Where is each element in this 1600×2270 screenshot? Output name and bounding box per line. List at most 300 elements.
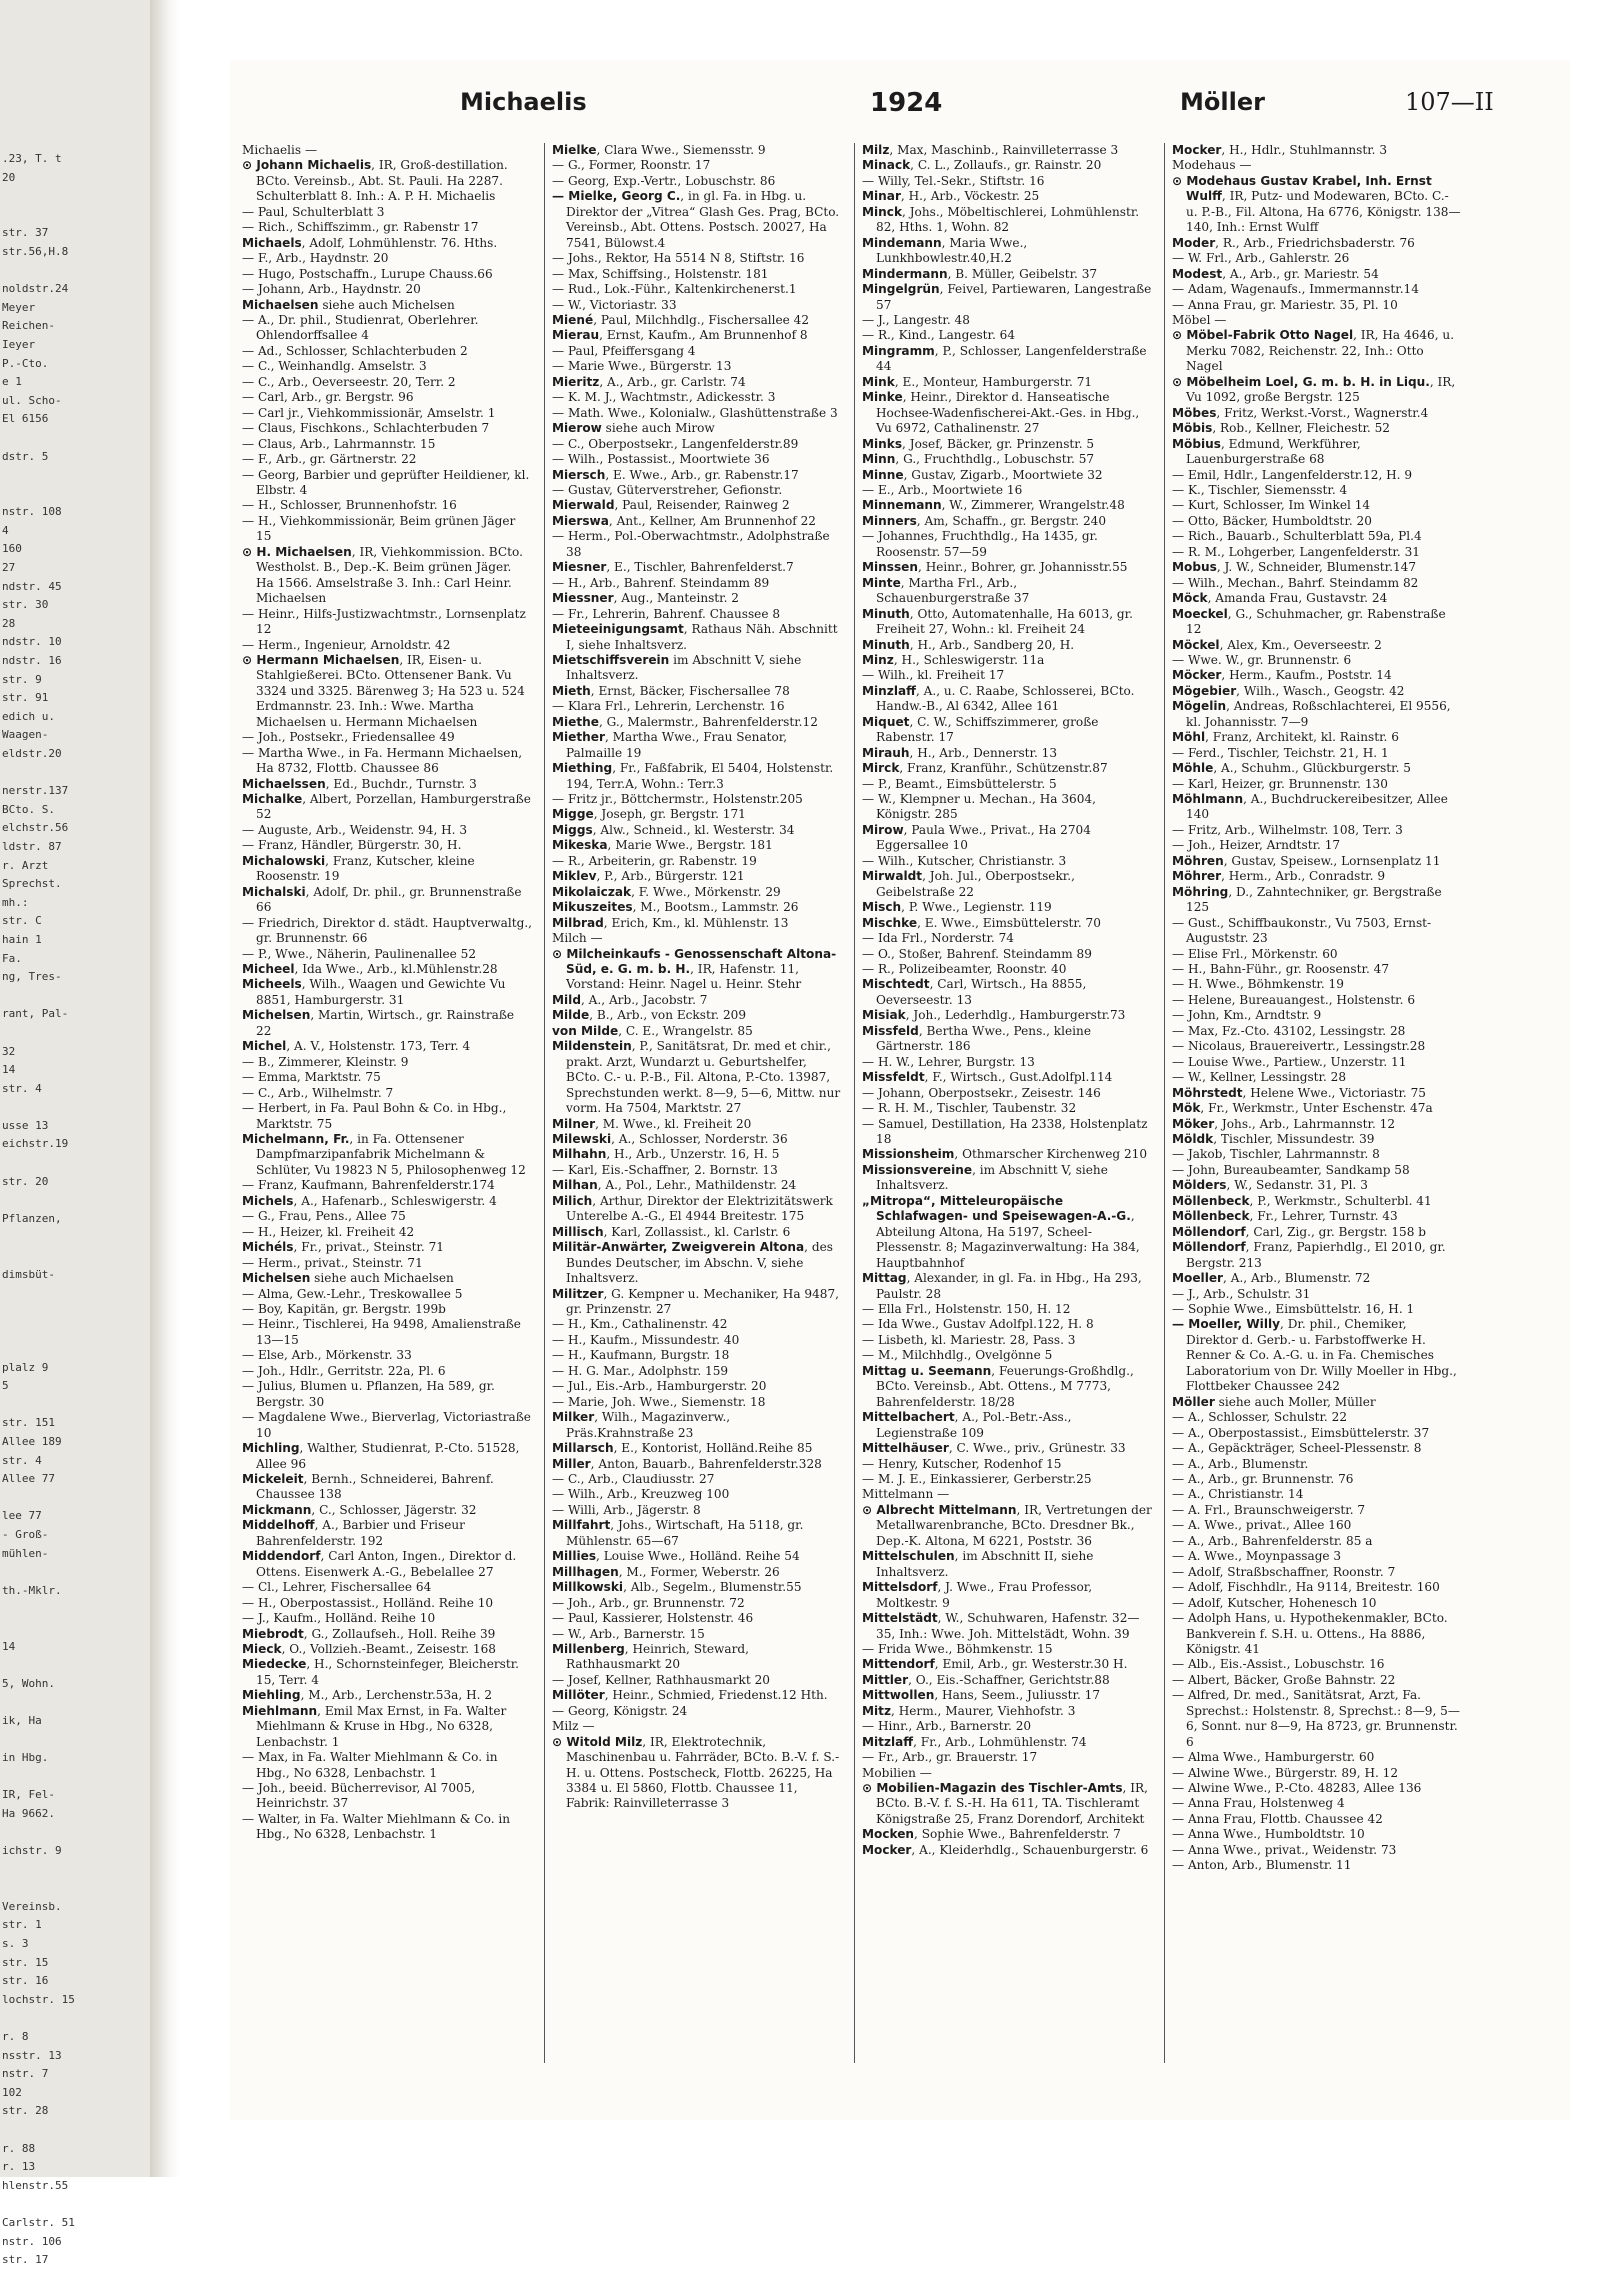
entry-name: Millies [552,1549,597,1564]
entry-text: , IR, Hafenstr. 11, Vorstand: Heinr. Nagel u. Heinr. Stehr [566,962,802,992]
directory-entry [862,761,1152,776]
entry-name: Militär-Anwärter, Zweigverein Altona [552,1240,805,1255]
entry-text: , E. Wwe., Arb., gr. Rabenstr.17 [605,467,799,482]
directory-entry [862,792,1152,823]
directory-entry [242,406,532,421]
entry-text: , Walther, Studienrat, P.-Cto. 51528, Allee 96 [256,1441,520,1471]
directory-entry [242,498,532,513]
directory-entry [242,838,532,853]
entry-text: Modehaus — [1172,158,1252,173]
entry-name: Miething [552,761,613,776]
directory-entry [862,282,1152,313]
entry-text: , Helene Wwe., Victoriastr. 75 [1242,1085,1426,1100]
entry-name: Millkowski [552,1580,624,1595]
entry-name: Möllendorf [1172,1240,1246,1255]
directory-entry [242,298,532,313]
directory-entry [862,390,1152,436]
entry-text: — Alma Wwe., Hamburgerstr. 60 [1172,1750,1375,1765]
directory-entry [1172,236,1462,251]
entry-name: von Milde [552,1023,619,1038]
entry-text: , A., Arb., gr. Carlstr. 74 [599,374,746,389]
entry-text: — Wilh., Postassist., Moortwiete 36 [552,452,770,467]
entry-name: Missfeldt [862,1070,925,1085]
entry-name: Michelsen [242,1271,311,1286]
entry-text: , Albert, Porzellan, Hamburgerstraße 52 [256,792,531,822]
directory-entry [1172,1766,1462,1781]
entry-name: Mittelhäuser [862,1441,949,1456]
entry-text: — Julius, Blumen u. Pflanzen, Ha 589, gr. Bergstr. 30 [242,1379,495,1409]
entry-name: Millenberg [552,1641,625,1656]
directory-entry [862,560,1152,575]
entry-text: — M. J. E., Einkassierer, Gerberstr.25 [862,1471,1092,1486]
entry-name: Mielke [552,143,597,157]
directory-entry [862,653,1152,668]
entry-text: , C. L., Zollaufs., gr. Rainstr. 20 [910,158,1102,173]
directory-entry [1172,483,1462,498]
entry-text: — J., Langestr. 48 [862,312,970,327]
entry-text: , Johs., Möbeltischlerei, Lohmühlenstr. 82, Hths. 1, Wohn. 82 [876,204,1140,235]
entry-text: Mittelmann — [862,1487,950,1502]
entry-text: — H., Oberpostassist., Holländ. Reihe 10 [242,1595,494,1610]
entry-text: — W., Kellner, Lessingstr. 28 [1172,1070,1347,1085]
directory-entry [552,1008,842,1023]
directory-entry [242,468,532,499]
entry-name: Mirow [862,822,904,837]
directory-entry [552,931,842,946]
directory-entry [862,1086,1152,1101]
entry-text: , Edmund, Werkführer, Lauenburgerstraße 68 [1186,436,1361,467]
directory-entry [552,514,842,529]
entry-text: , Ernst, Kaufm., Am Brunnenhof 8 [599,328,808,343]
entry-text: — Marie, Joh. Wwe., Siemenstr. 18 [552,1394,766,1409]
entry-text: , Anton, Bauarb., Bahrenfelderstr.328 [590,1456,822,1471]
directory-entry [552,838,842,853]
entry-name: Michling [242,1441,300,1456]
directory-entry [242,251,532,266]
directory-entry [552,1132,842,1147]
directory-entry [242,1039,532,1054]
column-divider [1164,143,1165,2063]
entry-name: ⊙ Möbel-Fabrik Otto Nagel [1172,328,1354,343]
entry-text: — Adolf, Straßbschaffner, Roonstr. 7 [1172,1564,1396,1579]
directory-entry [552,498,842,513]
entry-text: — R., Arbeiterin, gr. Rabenstr. 19 [552,853,757,868]
entry-text: — H., Arb., Bahrenf. Steindamm 89 [552,575,770,590]
directory-entry [242,1410,532,1441]
entry-name: Minack [862,158,911,173]
entry-text: — A., Christianstr. 14 [1172,1487,1304,1502]
entry-text: , Dr. phil., Chemiker, Direktor d. Gerb.- u. Farbstoffwerke H. Renner & Co. A.-G. u. in Fa. Chemisches Laboratorium von Dr. Willy Moeller in Hbg., Flottbeker Chaussee 242 [1186,1317,1457,1394]
directory-entry [1172,1441,1462,1456]
directory-entry [242,143,532,158]
directory-entry [552,622,842,653]
entry-text: — Willy, Tel.-Sekr., Stiftstr. 16 [862,173,1045,188]
directory-entry [862,1024,1152,1055]
entry-text: — R. M., Lohgerber, Langenfelderstr. 31 [1172,544,1420,559]
directory-entry [242,977,532,1008]
directory-entry [862,498,1152,513]
entry-text: — Alwine Wwe., Bürgerstr. 89, H. 12 [1172,1765,1399,1780]
entry-name: Michaelssen [242,776,326,791]
entry-text: — F., Arb., Haydnstr. 20 [242,251,389,266]
directory-entry [1172,699,1462,730]
directory-entry [1172,885,1462,916]
entry-name: ⊙ Milcheinkaufs - Genossenschaft Altona-Süd, e. G. m. b. H. [552,946,837,977]
entry-name: Möhren [1172,853,1224,868]
entry-text: — Jul., Eis.-Arb., Hamburgerstr. 20 [552,1379,767,1394]
entry-text: , Heinr., Bohrer, gr. Johannisstr.55 [918,560,1128,575]
directory-entry [1172,1688,1462,1750]
directory-entry [242,205,532,220]
directory-entry [862,1843,1152,1858]
entry-text: , IR, Viehkommission. BCto. Westholst. B., Dep.-K. Beim grünen Jäger. Ha 1566. Amselstraße 3. Inh.: Carl Heinr. Michaelsen [256,544,523,606]
entry-name: Michaelsen [242,297,319,312]
directory-entry [242,1132,532,1178]
entry-name: Mildenstein [552,1039,632,1054]
directory-entry [862,962,1152,977]
directory-entry [552,1457,842,1472]
entry-name: „Mitropa“, Mitteleuropäische Schlafwagen- und Speisewagen-A.-G. [862,1193,1131,1224]
entry-name: Moder [1172,235,1216,250]
directory-entry [242,1348,532,1363]
directory-entry [862,1441,1152,1456]
directory-entry [1172,1271,1462,1286]
directory-entry [1172,916,1462,947]
directory-entry [552,1024,842,1039]
directory-entry [242,452,532,467]
entry-text: , A., Kleiderhdlg., Schauenburgerstr. 6 [911,1842,1149,1857]
directory-entry [862,900,1152,915]
directory-entry [242,823,532,838]
entry-name: Michalowski [242,853,326,868]
entry-name: Michelsen [242,1008,311,1023]
directory-entry [1172,746,1462,761]
entry-name: Mischke [862,915,918,930]
entry-text: , M., Arb., Lerchenstr.53a, H. 2 [300,1688,493,1703]
entry-text: , Fr., Faßfabrik, El 5404, Holstenstr. 194, Terr.A, Wohn.: Terr.3 [566,761,834,791]
entry-name: Moeller [1172,1271,1224,1286]
entry-text: , Hans, Seem., Juliusstr. 17 [934,1688,1101,1703]
entry-text: , Ant., Kellner, Am Brunnenhof 22 [608,513,816,528]
directory-entry [242,437,532,452]
directory-entry [1172,1410,1462,1425]
entry-name: Middendorf [242,1549,321,1564]
entry-text: — C., Arb., Wilhelmstr. 7 [242,1085,394,1100]
directory-entry [552,591,842,606]
entry-name: Milz [862,143,890,157]
directory-entry [1172,1534,1462,1549]
entry-text: — Emma, Marktstr. 75 [242,1070,381,1085]
entry-name: Mölders [1172,1178,1227,1193]
directory-entry [242,653,532,730]
directory-entry [862,1348,1152,1363]
entry-name: Modest [1172,266,1223,281]
directory-entry [862,1580,1152,1611]
entry-name: Mittag [862,1271,907,1286]
entry-name: Mickmann [242,1502,312,1517]
entry-text: — Joh., Postsekr., Friedensallee 49 [242,730,455,745]
directory-entry [242,1611,532,1626]
entry-text: — H., Bahn-Führ., gr. Roosenstr. 47 [1172,962,1390,977]
directory-entry [1172,838,1462,853]
entry-text: , A., Schlosser, Norderstr. 36 [611,1132,788,1146]
directory-entry [552,807,842,822]
entry-text: — Anna Frau, gr. Mariestr. 35, Pl. 10 [1172,297,1398,312]
directory-entry [1172,468,1462,483]
directory-entry [552,1147,842,1162]
entry-text: — J., Kaufm., Holländ. Reihe 10 [242,1611,436,1626]
entry-name: Minuth [862,637,910,652]
column-divider [544,143,545,2063]
entry-text: — Willi, Arb., Jägerstr. 8 [552,1502,701,1517]
entry-text: , H., Hdlr., Stuhlmannstr. 3 [1221,143,1388,157]
directory-entry [552,715,842,730]
entry-name: Misch [862,900,902,915]
entry-text: , G., Fruchthdlg., Lobuschstr. 57 [895,452,1095,467]
directory-entry [242,1812,532,1843]
directory-entry [862,205,1152,236]
directory-entry [552,730,842,761]
directory-entry [1172,977,1462,992]
directory-entry [862,1735,1152,1750]
entry-name: Möker [1172,1116,1215,1131]
entry-name: Milker [552,1410,595,1425]
directory-entry [1172,313,1462,328]
entry-text: — A., Arb., gr. Brunnenstr. 76 [1172,1471,1354,1486]
entry-name: Milhan [552,1178,598,1193]
directory-entry [862,1487,1152,1502]
entry-name: Möhl [1172,730,1206,745]
entry-text: , Joh. Jul., Oberpostsekr., Geibelstraße 22 [876,869,1075,899]
entry-text: , Adolf, Dr. phil., gr. Brunnenstraße 66 [256,884,522,915]
directory-entry [1172,823,1462,838]
directory-entry [552,267,842,282]
entry-text: , C. E., Wrangelstr. 85 [618,1023,753,1038]
directory-entry [1172,761,1462,776]
entry-text: — Rud., Lok.-Führ., Kaltenkirchenerst.1 [552,282,797,297]
directory-entry [242,282,532,297]
entry-text: — Wilh., kl. Freiheit 17 [862,668,1005,683]
directory-entry [242,1240,532,1255]
directory-entry [862,313,1152,328]
entry-name: Miesner [552,560,607,575]
directory-entry [1172,282,1462,297]
directory-entry [552,313,842,328]
entry-text: , Martin, Wirtsch., gr. Rainstraße 22 [256,1008,515,1038]
entry-text: , Heinrich, Steward, Rathhausmarkt 20 [566,1641,749,1672]
entry-name: Mikeska [552,838,608,853]
directory-entry [242,375,532,390]
entry-text: , J. W., Schneider, Blumenstr.147 [1216,560,1417,575]
directory-entry [552,1580,842,1595]
entry-text: , Feuerungs-Großhdlg., BCto. Vereinsb., Abt. Ottens., M 7773, Bahrenfelderstr. 18/28 [876,1363,1134,1409]
directory-entry [1172,730,1462,745]
entry-text: , im Abschnitt II, siehe Inhaltsverz. [876,1549,1094,1579]
entry-text: , Rob., Kellner, Fleichestr. 52 [1212,421,1390,436]
directory-entry [242,158,532,204]
entry-name: Möllenbeck [1172,1193,1250,1208]
entry-text: — F., Arb., gr. Gärtnerstr. 22 [242,452,417,467]
directory-entry [1172,1565,1462,1580]
entry-text: , IR, Vu 1092, große Bergstr. 125 [1186,374,1456,405]
entry-name: Möbis [1172,421,1213,436]
entry-text: , M. Wwe., kl. Freiheit 20 [595,1116,752,1131]
directory-entry [552,854,842,869]
directory-entry [242,1627,532,1642]
entry-name: Millarsch [552,1441,614,1456]
entry-name: Minnemann [862,498,942,513]
directory-entry [552,1117,842,1132]
directory-entry [552,298,842,313]
entry-text: — Martha Wwe., in Fa. Hermann Michaelsen, Ha 8732, Flottb. Chaussee 86 [242,745,523,776]
entry-text: , Am, Schaffn., gr. Bergstr. 240 [916,513,1107,528]
entry-text: — Marie Wwe., Bürgerstr. 13 [552,359,732,374]
entry-text: — Emil, Hdlr., Langenfelderstr.12, H. 9 [1172,467,1413,482]
entry-name: Mink [862,374,895,389]
directory-entry [1172,545,1462,560]
entry-text: , Marie Wwe., Bergstr. 181 [607,838,773,853]
entry-text: — Paul, Schulterblatt 3 [242,204,385,219]
directory-entry [242,1688,532,1703]
directory-entry [1172,1812,1462,1827]
directory-entry [862,1147,1152,1162]
directory-entry [552,916,842,931]
entry-text: , A., Pol.-Betr.-Ass., Legienstraße 109 [876,1410,1072,1440]
entry-name: Mickeleit [242,1471,304,1486]
entry-text: — Lisbeth, kl. Mariestr. 28, Pass. 3 [862,1332,1076,1347]
directory-entry [862,1642,1152,1657]
entry-name: Minz [862,652,894,667]
directory-entry [862,931,1152,946]
entry-text: — Herm., Pol.-Oberwachtmstr., Adolphstraße 38 [552,529,830,559]
entry-text: , P., Arb., Bürgerstr. 121 [596,869,745,884]
entry-text: — Claus, Arb., Lahrmannstr. 15 [242,436,436,451]
entry-text: — Alwine Wwe., P.-Cto. 48283, Allee 136 [1172,1781,1422,1796]
entry-text: — H. W., Lehrer, Burgstr. 13 [862,1054,1035,1069]
entry-text: , Bernh., Schneiderei, Bahrenf. Chaussee 138 [256,1471,494,1502]
directory-entry [1172,1395,1462,1410]
entry-text: , H., Arb., Sandberg 20, H. [909,637,1075,652]
entry-text: — Alb., Eis.-Assist., Lobuschstr. 16 [1172,1657,1385,1672]
directory-entry [552,823,842,838]
entry-text: , A., Schuhm., Glückburgerstr. 5 [1213,761,1412,776]
entry-text: , IR, Elektrotechnik, Maschinenbau u. Fahrräder, BCto. B.-V. f. S.-H. u. Ottens. Postscheck, Flottb. 26225, Ha 3384 u. El 5860, Flottb. Chaussee 11, Fabrik: Rainvilleterrasse 3 [566,1734,840,1811]
entry-text: — Walter, in Fa. Walter Miehlmann & Co. in Hbg., No 6328, Lenbachstr. 1 [242,1811,511,1842]
directory-entry [862,823,1152,854]
entry-name: Möhle [1172,761,1214,776]
entry-name: Micheels [242,977,302,992]
entry-text: — Georg, Königstr. 24 [552,1703,688,1718]
entry-name: Mirwaldt [862,869,923,884]
entry-text: — A., Schlosser, Schulstr. 22 [1172,1410,1348,1425]
directory-entry [1172,638,1462,653]
entry-text: , A., Pol., Lehr., Mathildenstr. 24 [597,1178,797,1193]
directory-entry [862,1673,1152,1688]
entry-text: — B., Zimmerer, Kleinstr. 9 [242,1054,409,1069]
entry-text: — H., Kaufm., Missundestr. 40 [552,1332,740,1347]
directory-entry [552,1719,842,1734]
directory-entry [552,1596,842,1611]
entry-name: Miebrodt [242,1626,304,1641]
entry-text: im Abschnitt V, siehe Inhaltsverz. [566,652,802,683]
directory-entry [242,730,532,745]
directory-entry [242,267,532,282]
entry-text: , W., Schuhwaren, Hafenstr. 32—35, Inh.: Wwe. Joh. Mittelstädt, Wohn. 39 [876,1611,1140,1641]
directory-entry [1172,560,1462,575]
entry-text: , Franz, Papierhdlg., El 2010, gr. Bergstr. 213 [1186,1240,1446,1270]
entry-name: Minzlaff [862,683,916,698]
entry-text: — Johs., Rektor, Ha 5514 N 8, Stiftstr. 16 [552,251,805,266]
directory-entry [862,328,1152,343]
entry-text: — Fr., Lehrerin, Bahrenf. Chaussee 8 [552,606,781,621]
directory-entry [1172,1317,1462,1394]
entry-text: — A., Arb., Bahrenfelderstr. 85 a [1172,1533,1373,1548]
directory-entry [552,1287,842,1318]
directory-entry [862,715,1152,746]
entry-text: — H., Heizer, kl. Freiheit 42 [242,1224,415,1239]
directory-entry [242,359,532,374]
directory-entry [1172,514,1462,529]
book-gutter [150,0,180,2177]
entry-name: Miklev [552,869,597,884]
entry-name: Mök [1172,1101,1201,1116]
entry-text: , A., Arb., Jacobstr. 7 [580,992,708,1007]
entry-text: , B. Müller, Geibelstr. 37 [947,266,1098,281]
directory-entry [1172,1549,1462,1564]
entry-text: — Ella Frl., Holstenstr. 150, H. 12 [862,1301,1071,1316]
directory-entry [1172,1147,1462,1162]
directory-entry [552,607,842,622]
entry-text: , Louise Wwe., Holländ. Reihe 54 [596,1549,800,1564]
entry-name: Mocker [1172,143,1222,157]
entry-name: Mingramm [862,343,935,358]
entry-name: Möhlmann [1172,792,1244,807]
entry-name: Mittag u. Seemann [862,1363,992,1378]
entry-text: , E., Tischler, Bahrenfelderst.7 [606,560,794,575]
entry-text: , H., Schleswigerstr. 11a [893,652,1045,667]
entry-text: — Klara Frl., Lehrerin, Lerchenstr. 16 [552,699,785,714]
entry-name: Miehling [242,1688,301,1703]
entry-text: , E., Kontorist, Holländ.Reihe 85 [613,1441,813,1456]
entry-text: , H., Arb., Vöckestr. 25 [900,189,1040,204]
entry-text: — Wilh., Arb., Kreuzweg 100 [552,1487,730,1502]
directory-entry [242,1101,532,1132]
directory-entry [1172,1827,1462,1842]
entry-text: , Heinr., Schmied, Friedenst.12 Hth. [604,1688,828,1703]
entry-name: Millfahrt [552,1518,611,1533]
entry-name: Milner [552,1116,596,1131]
entry-text: — Johannes, Fruchthdlg., Ha 1435, gr. Roosenstr. 57—59 [862,529,1098,559]
entry-text: — R., Kind., Langestr. 64 [862,328,1016,343]
entry-name: Mierswa [552,513,609,528]
entry-name: Minar [862,189,901,204]
entry-name: Michalke [242,792,303,807]
directory-entry [1172,1101,1462,1116]
entry-name: Milbrad [552,915,604,930]
directory-entry [552,1704,842,1719]
entry-text: — E., Arb., Moortwiete 16 [862,482,1023,497]
entry-name: Mittler [862,1672,909,1687]
entry-text: siehe auch Michaelsen [310,1271,454,1286]
entry-text: — Sophie Wwe., Eimsbüttelstr. 16, H. 1 [1172,1301,1415,1316]
directory-entry [552,1688,842,1703]
entry-text: , Joh., Lederhdlg., Hamburgerstr.73 [905,1008,1126,1023]
entry-text: — Georg, Exp.-Vertr., Lobuschstr. 86 [552,173,776,188]
entry-name: ⊙ Möbelheim Loel, G. m. b. H. in Liqu. [1172,374,1430,389]
entry-text: , Ernst, Bäcker, Fischersallee 78 [590,683,790,698]
entry-text: , Heinr., Direktor d. Hanseatische Hochsee-Wadenfischerei-Akt.-Ges. in Hbg., Vu 6972, Cathalinenstr. 27 [876,390,1140,436]
directory-entry [1172,1117,1462,1132]
